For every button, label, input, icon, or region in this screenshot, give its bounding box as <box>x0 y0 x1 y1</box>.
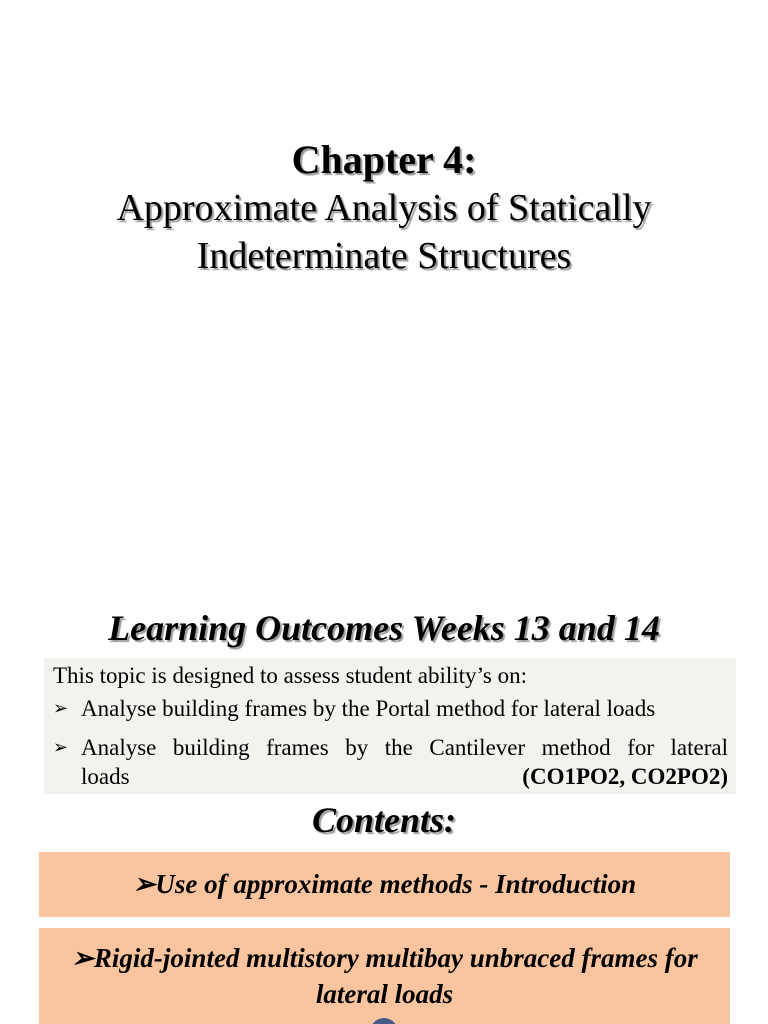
chapter-subtitle-line-2: Indeterminate Structures <box>196 235 572 277</box>
chapter-subtitle-line-1: Approximate Analysis of Statically <box>116 187 652 229</box>
learning-outcome-text: Analyse building frames by the Cantilever method for lateral <box>81 735 728 760</box>
contents-item-text: ➢Use of approximate methods - Introduction <box>132 869 637 899</box>
learning-outcome-continuation-row <box>81 763 728 790</box>
contents-item <box>39 928 730 1024</box>
arrow-bullet-icon: ➢ <box>53 698 69 718</box>
learning-outcome-continuation: loads <box>81 764 130 789</box>
learning-outcomes-heading: Learning Outcomes Weeks 13 and 14 <box>108 608 660 648</box>
contents-item <box>39 852 730 917</box>
contents-item-text: ➢Rigid-jointed multistory multibay unbraced frames for lateral loads <box>71 943 698 1009</box>
learning-outcome-text: Analyse building frames by the Portal method for lateral loads <box>81 696 656 721</box>
outcome-codes: (CO1PO2, CO2PO2) <box>522 764 728 789</box>
title-block <box>0 136 768 280</box>
learning-outcomes-box <box>44 658 736 794</box>
learning-outcomes-intro: This topic is designed to assess student ability’s on: <box>53 663 528 688</box>
learning-outcome-item <box>53 732 728 790</box>
learning-outcome-item <box>53 693 728 724</box>
contents-heading: Contents: <box>311 800 457 840</box>
chapter-title: Chapter 4: <box>291 137 477 182</box>
arrow-bullet-icon: ➢ <box>53 737 69 757</box>
